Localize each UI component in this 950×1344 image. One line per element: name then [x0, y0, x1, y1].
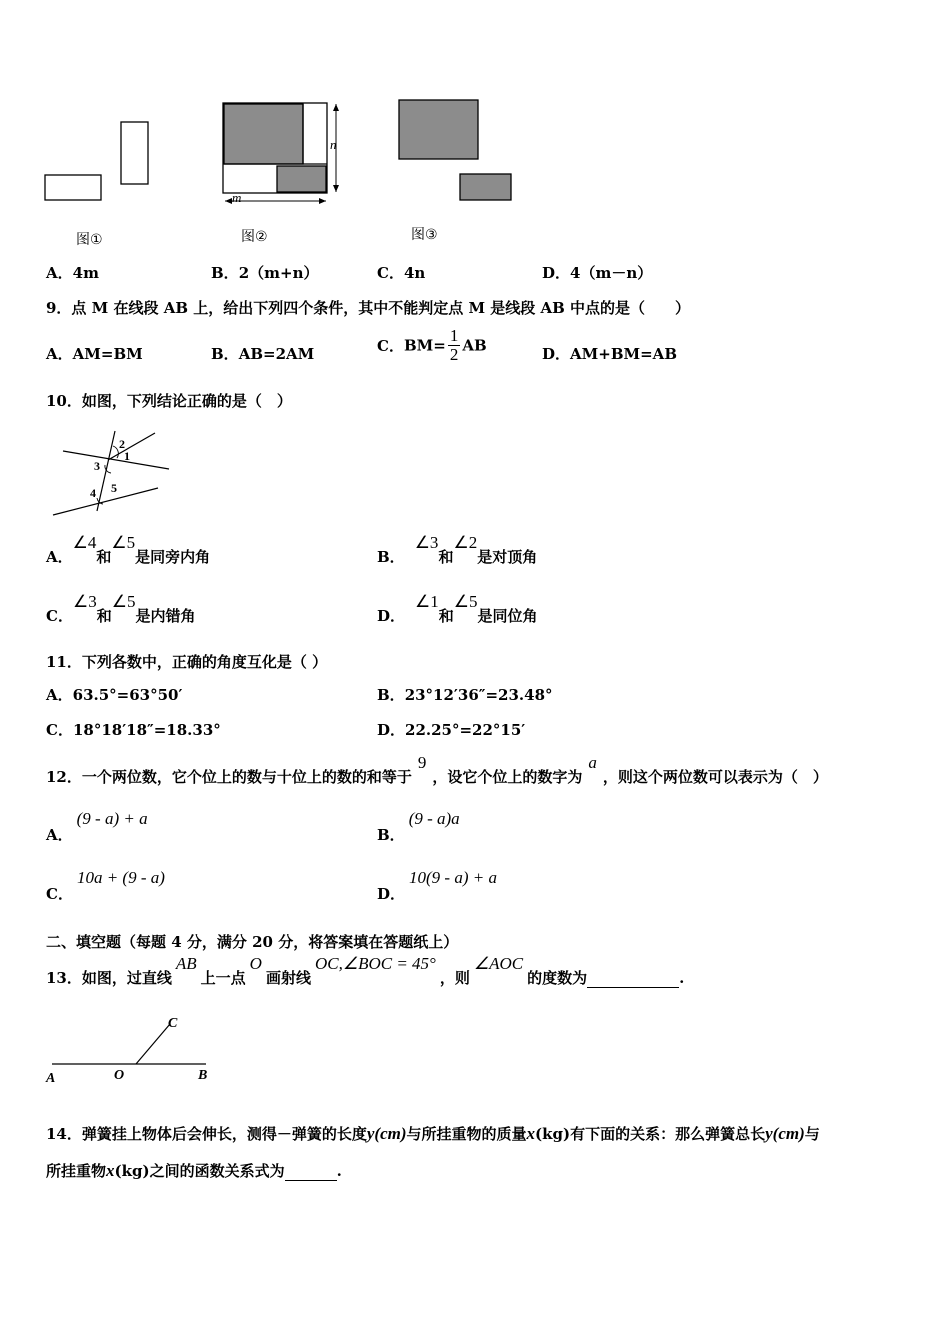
- q10-figure-svg: [45, 418, 180, 518]
- q13-stem: 13．如图，过直线AB上一点O画射线OC,∠BOC = 45°，则∠AOC的度数为 .: [46, 954, 685, 987]
- q8-figure-svg: [40, 95, 515, 250]
- fig1-vertical-rect: [121, 122, 148, 184]
- point-c-label: C: [168, 1016, 178, 1031]
- q11-option-c[interactable]: C．18°18′18″=18.33°: [46, 721, 221, 739]
- q11-option-a[interactable]: A．63.5°=63°50′: [46, 686, 183, 704]
- q13-figure: [40, 1010, 220, 1090]
- q10-option-c[interactable]: C．∠3和∠5是内错角: [46, 592, 196, 625]
- angle-label-5: 5: [111, 481, 117, 495]
- q9-option-c[interactable]: C．BM= $\frac{1}{2}$ AB: [377, 326, 487, 364]
- fig2-large-square: [224, 104, 303, 164]
- q12-option-d[interactable]: D．10(9 - a) + a: [377, 868, 497, 903]
- q10-option-d[interactable]: D．∠1和∠5是同位角: [377, 592, 538, 625]
- point-b-label: B: [198, 1068, 208, 1083]
- q8-option-d[interactable]: D．4（m－n）: [542, 264, 653, 282]
- q8-option-b[interactable]: B．2（m+n）: [211, 264, 319, 282]
- fig3-caption: 图③: [411, 227, 438, 243]
- q12-option-b[interactable]: B．(9 - a)a: [377, 809, 460, 844]
- q8-option-a[interactable]: A．4m: [46, 264, 99, 282]
- q12-stem: 12．一个两位数，它个位上的数与十位上的数的和等于9，设它个位上的数字为a，则这个两位数可以表示为（ ）: [46, 753, 828, 786]
- one-half-fraction: $\frac{1}{2}$: [449, 326, 459, 364]
- q10-figure: [45, 418, 180, 518]
- q13-answer-blank[interactable]: [587, 969, 679, 988]
- angle-label-2: 2: [119, 437, 125, 451]
- q11-option-d[interactable]: D．22.25°=22°15′: [377, 721, 526, 739]
- q11-option-b[interactable]: B．23°12′36″=23.48°: [377, 686, 553, 704]
- fig2-m-label: m: [232, 190, 242, 205]
- q10-option-b[interactable]: B．∠3和∠2是对顶角: [377, 533, 538, 566]
- fig3-large-square: [399, 100, 478, 159]
- angle-label-3: 3: [94, 459, 100, 473]
- q13-figure-svg: [40, 1010, 220, 1090]
- q10-option-a[interactable]: A．∠4和∠5是同旁内角: [46, 533, 211, 566]
- q9-option-d[interactable]: D．AM+BM=AB: [542, 345, 677, 363]
- q12-option-a[interactable]: A．(9 - a) + a: [46, 809, 148, 844]
- q12-option-c[interactable]: C．10a + (9 - a): [46, 868, 165, 903]
- q8-figure: [40, 95, 515, 250]
- q14-line-2: 所挂重物x(kg)之间的函数关系式为 .: [46, 1161, 342, 1180]
- angle-label-4: 4: [90, 486, 96, 500]
- fig2-caption: 图②: [241, 229, 268, 245]
- q10-stem: 10．如图，下列结论正确的是（ ）: [46, 392, 292, 410]
- fig1-caption: 图①: [76, 232, 103, 248]
- q9-option-a[interactable]: A．AM=BM: [46, 345, 143, 363]
- q8-option-c[interactable]: C．4n: [377, 264, 426, 282]
- q9-option-b[interactable]: B．AB=2AM: [211, 345, 315, 363]
- fig1-horizontal-rect: [45, 175, 101, 200]
- fig2-n-label: n: [330, 137, 337, 152]
- q9-stem: 9．点 M 在线段 AB 上，给出下列四个条件，其中不能判定点 M 是线段 AB 中点的是（ ）: [46, 299, 691, 317]
- fig3-small-rect: [460, 174, 511, 200]
- q11-stem: 11．下列各数中，正确的角度互化是（ ）: [46, 653, 328, 671]
- point-a-label: A: [46, 1071, 56, 1086]
- q14-answer-blank[interactable]: [285, 1162, 337, 1181]
- section-2-title: 二、填空题（每题 4 分，满分 20 分，将答案填在答题纸上）: [46, 933, 459, 951]
- fig2-small-rect: [277, 166, 326, 192]
- angle-label-1: 1: [124, 449, 130, 463]
- point-o-label: O: [114, 1068, 125, 1083]
- q14-line-1: 14．弹簧挂上物体后会伸长，测得－弹簧的长度y(cm)与所挂重物的质量x(kg)有下面的关系：那么弹簧总长y(cm)与: [46, 1124, 820, 1143]
